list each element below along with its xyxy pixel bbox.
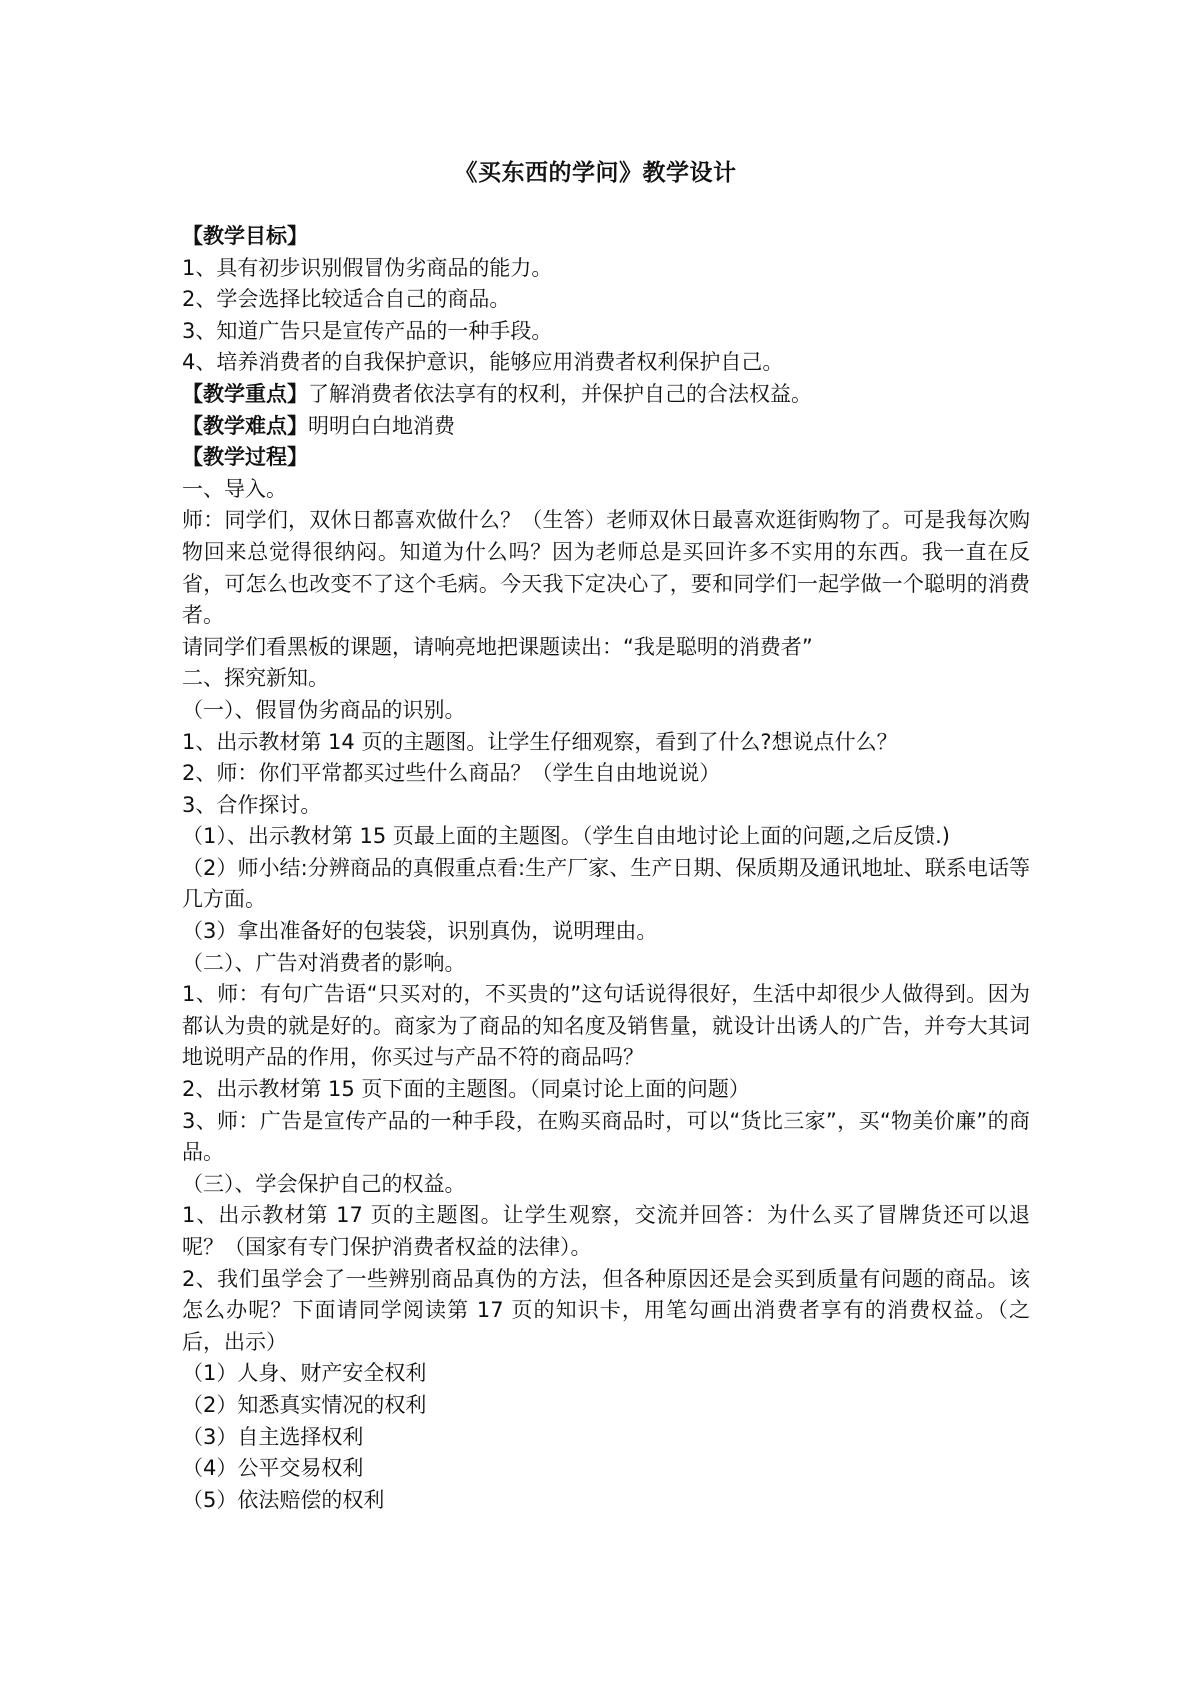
goal-item: 3、知道广告只是宣传产品的一种手段。: [182, 318, 553, 343]
difficulty-line: [182, 411, 1030, 443]
part-heading: （三）、学会保护自己的权益。: [182, 1171, 466, 1196]
intro-paragraph: 师：同学们，双休日都喜欢做什么？（生答）老师双休日最喜欢逛街购物了。可是我每次购物回来总觉得很纳闷。知道为什么吗？因为老师总是买回许多不实用的东西。我一直在反省，可怎么也改变不了这个毛病。今天我下定决心了，要和同学们一起学做一个聪明的消费者。: [182, 508, 1030, 628]
right-item: （3）自主选择权利: [182, 1424, 364, 1449]
sub-step-item: （2）师小结:分辨商品的真假重点看:生产厂家、生产日期、保质期及通讯地址、联系电话等几方面。: [182, 855, 1030, 912]
sub-step-item: （3）拿出准备好的包装袋，识别真伪，说明理由。: [182, 919, 658, 944]
goal-item: 4、培养消费者的自我保护意识，能够应用消费者权利保护自己。: [182, 350, 784, 375]
step-item: 2、我们虽学会了一些辨别商品真伪的方法，但各种原因还是会买到质量有问题的商品。该怎么办呢？下面请同学阅读第 17 页的知识卡，用笔勾画出消费者享有的消费权益。（之后，出示）: [182, 1266, 1030, 1354]
section-heading: 一、导入。: [182, 476, 287, 501]
right-item: （1）人身、财产安全权利: [182, 1361, 427, 1386]
right-item: （2）知悉真实情况的权利: [182, 1392, 427, 1417]
step-item: 2、师：你们平常都买过些什么商品？（学生自由地说说）: [182, 761, 721, 786]
intro-line: 请同学们看黑板的课题，请响亮地把课题读出：“我是聪明的消费者”: [182, 634, 813, 659]
part-heading: （二）、广告对消费者的影响。: [182, 950, 466, 975]
step-item: 3、合作探讨。: [182, 792, 322, 817]
difficulty-text: 明明白白地消费: [308, 413, 455, 438]
key-point-line: [182, 379, 1030, 411]
step-item: 2、出示教材第 15 页下面的主题图。（同桌讨论上面的问题）: [182, 1077, 750, 1102]
document-title: 《买东西的学问》教学设计: [454, 160, 737, 186]
goal-item: 2、学会选择比较适合自己的商品。: [182, 287, 511, 312]
key-point-label: 【教学重点】: [182, 381, 308, 406]
step-item: 1、出示教材第 17 页的主题图。让学生观察，交流并回答：为什么买了冒牌货还可以退呢？（国家有专门保护消费者权益的法律）。: [182, 1203, 1030, 1259]
step-item: 1、师：有句广告语“只买对的，不买贵的”这句话说得很好，生活中却很少人做得到。因为都认为贵的就是好的。商家为了商品的知名度及销售量，就设计出诱人的广告，并夸大其词地说明产品的作用，你买过与产品不符的商品吗？: [182, 982, 1030, 1070]
document-body: [182, 221, 1030, 1516]
right-item: （5）依法赔偿的权利: [182, 1487, 385, 1512]
step-item: 1、出示教材第 14 页的主题图。让学生仔细观察，看到了什么?想说点什么？: [182, 729, 898, 754]
right-item: （4）公平交易权利: [182, 1456, 364, 1481]
goal-item: 1、具有初步识别假冒伪劣商品的能力。: [182, 255, 553, 280]
step-item: 3、师：广告是宣传产品的一种手段，在购买商品时，可以“货比三家”，买“物美价廉”的商品。: [182, 1108, 1030, 1165]
process-heading: 【教学过程】: [182, 445, 308, 470]
difficulty-label: 【教学难点】: [182, 413, 308, 438]
sub-step-item: （1）、出示教材第 15 页最上面的主题图。（学生自由地讨论上面的问题,之后反馈.): [182, 824, 950, 849]
key-point-text: 了解消费者依法享有的权利，并保护自己的合法权益。: [308, 381, 812, 406]
part-heading: （一）、假冒伪劣商品的识别。: [182, 697, 466, 722]
goal-heading: 【教学目标】: [182, 224, 308, 248]
section-heading: 二、探究新知。: [182, 666, 329, 691]
